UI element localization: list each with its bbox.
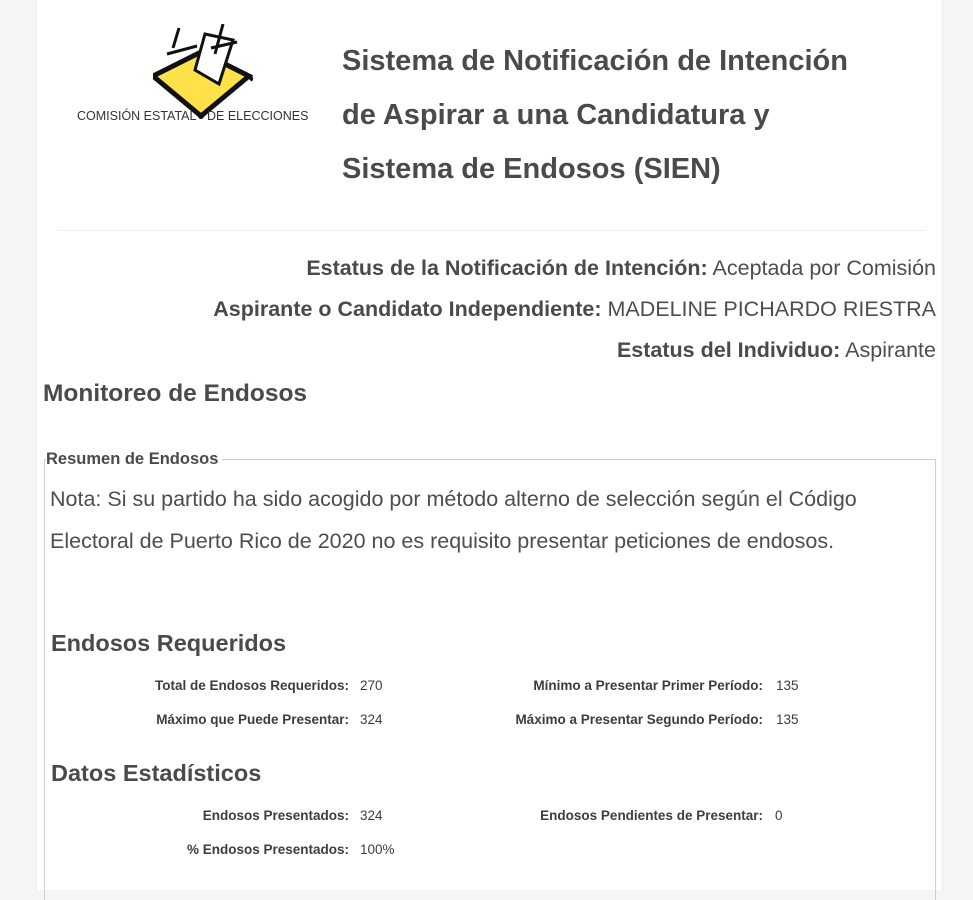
resumen-endosos-legend: Resumen de Endosos — [46, 450, 222, 469]
maximo-presentar-label: Máximo que Puede Presentar: — [156, 712, 349, 727]
total-requeridos-label: Total de Endosos Requeridos: — [154, 678, 349, 693]
porcentaje-presentados-label: % Endosos Presentados: — [186, 842, 349, 857]
maximo-segundo-periodo-value: 135 — [776, 712, 799, 727]
aspirante-value: MADELINE PICHARDO RIESTRA — [607, 297, 936, 321]
total-requeridos-value: 270 — [360, 678, 383, 693]
minimo-primer-periodo-label: Mínimo a Presentar Primer Período: — [533, 678, 763, 693]
title-line-1: Sistema de Notificación de Intención — [342, 45, 848, 77]
header-divider — [57, 230, 926, 231]
cee-logo[interactable] — [77, 24, 307, 134]
monitoreo-title: Monitoreo de Endosos — [43, 380, 308, 407]
maximo-presentar-value: 324 — [360, 712, 383, 727]
page-title — [342, 34, 922, 196]
logo-text-left: COMISIÓN ESTATAL — [77, 109, 197, 123]
endosos-pendientes-label: Endosos Pendientes de Presentar: — [540, 808, 763, 823]
maximo-segundo-periodo-label: Máximo a Presentar Segundo Período: — [515, 712, 763, 727]
status-block — [213, 248, 936, 371]
endosos-presentados-value: 324 — [360, 808, 383, 823]
endosos-requeridos-title: Endosos Requeridos — [51, 630, 287, 656]
individuo-status-value: Aspirante — [845, 338, 936, 362]
title-line-3: Sistema de Endosos (SIEN) — [342, 153, 721, 185]
porcentaje-presentados-value: 100% — [360, 842, 395, 857]
individuo-status-row — [213, 330, 936, 371]
notificacion-status-label: Estatus de la Notificación de Intención: — [306, 256, 708, 280]
page-container — [36, 0, 943, 890]
endosos-presentados-label: Endosos Presentados: — [202, 808, 349, 823]
logo-text-right: DE ELECCIONES — [207, 109, 309, 123]
title-line-2: de Aspirar a una Candidatura y — [342, 99, 770, 131]
datos-estadisticos-title: Datos Estadísticos — [51, 760, 262, 786]
minimo-primer-periodo-value: 135 — [776, 678, 799, 693]
notificacion-status-row — [213, 248, 936, 289]
individuo-status-label: Estatus del Individuo: — [616, 338, 841, 362]
notificacion-status-value: Aceptada por Comisión — [712, 256, 936, 280]
aspirante-row — [213, 289, 936, 330]
aspirante-label: Aspirante o Candidato Independiente: — [213, 297, 602, 321]
endosos-pendientes-value: 0 — [775, 808, 783, 823]
resumen-endosos-fieldset — [44, 450, 936, 900]
note-text: Nota: Si su partido ha sido acogido por método alterno de selección según el Código Electoral de Puerto Rico de 2020 no es requisito presentar peticiones de endosos. — [50, 487, 857, 553]
